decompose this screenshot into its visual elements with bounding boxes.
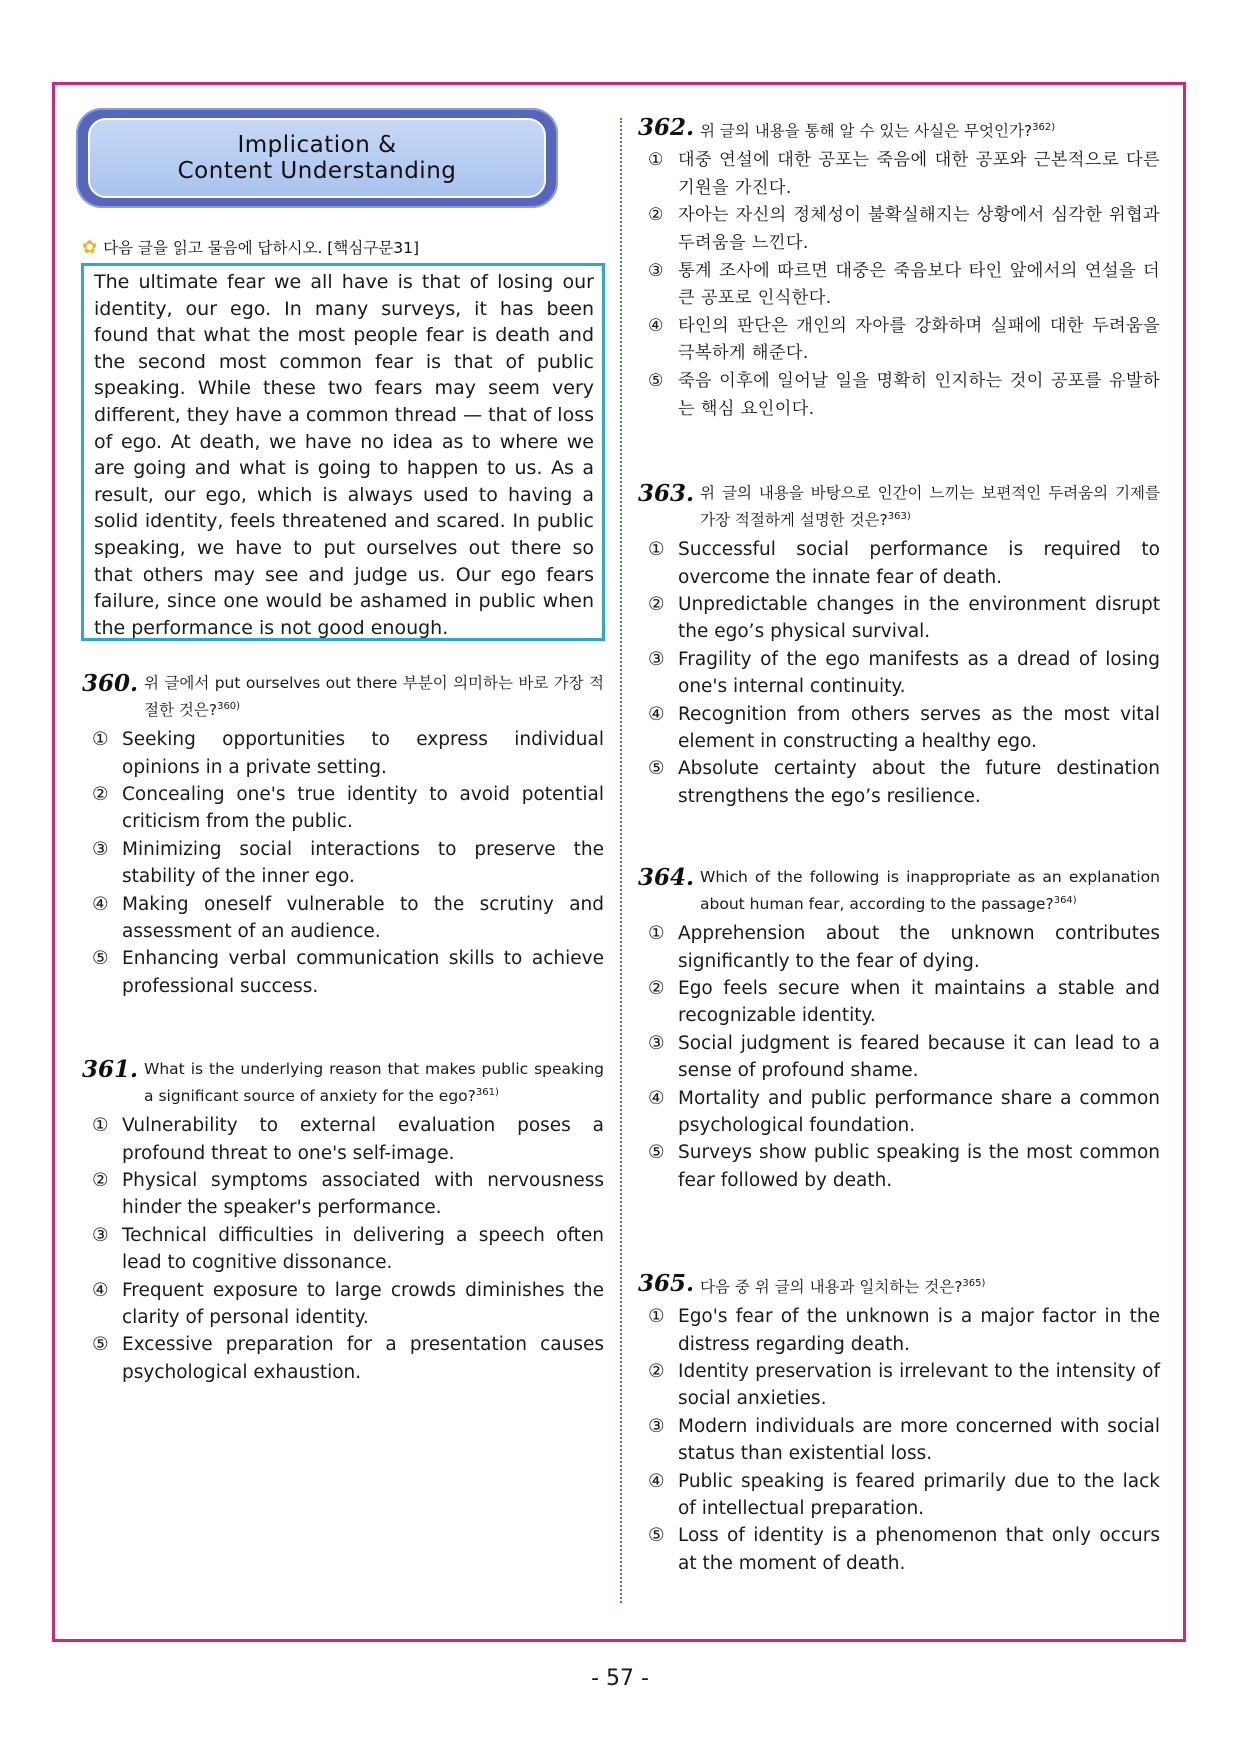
option[interactable]: ⑤ Loss of identity is a phenomenon that only occurs at the moment of death. (648, 1525, 1160, 1574)
question-number: 365. (638, 1270, 695, 1297)
question-number: 364. (638, 864, 695, 891)
option[interactable]: ④ Making oneself vulnerable to the scrutiny and assessment of an audience. (92, 893, 604, 942)
question-360 (82, 672, 604, 1000)
question-text: What is the underlying reason that makes public speaking a significant source of anxiety for the ego? (144, 1060, 604, 1106)
option[interactable]: ② Identity preservation is irrelevant to the intensity of social anxieties. (648, 1360, 1160, 1410)
option[interactable]: ② Concealing one's true identity to avoid potential criticism from the public. (92, 783, 604, 833)
question-text: 위 글에서 put ourselves out there 부분이 의미하는 바로 가장 적절한 것은? (144, 674, 604, 720)
option[interactable]: ① Vulnerability to external evaluation poses a profound threat to one's self-image. (92, 1115, 604, 1164)
option[interactable]: ③ Minimizing social interactions to preserve the stability of the inner ego. (92, 838, 604, 888)
section-title-line2: Content Understanding (177, 158, 457, 184)
question-ref: 364) (1053, 895, 1077, 906)
option[interactable]: ① 대중 연설에 대한 공포는 죽음에 대한 공포와 근본적으로 다른 기원을 가진다. (648, 150, 1160, 198)
option[interactable]: ④ Mortality and public performance share a common psychological foundation. (648, 1087, 1160, 1136)
option[interactable]: ④ Recognition from others serves as the most vital element in constructing a healthy ego. (648, 703, 1160, 752)
option[interactable]: ④ Frequent exposure to large crowds diminishes the clarity of personal identity. (92, 1279, 604, 1328)
flower-icon: ✿ (82, 236, 98, 258)
option[interactable]: ④ Public speaking is feared primarily due to the lack of intellectual preparation. (648, 1470, 1160, 1519)
reading-passage (81, 263, 605, 641)
question-text: 위 글의 내용을 통해 알 수 있는 사실은 무엇인가? (700, 122, 1033, 141)
question-363 (638, 482, 1160, 810)
option[interactable]: ② 자아는 자신의 정체성이 불확실해지는 상황에서 심각한 위협과 두려움을 느낀다. (648, 205, 1160, 253)
option[interactable]: ③ 통계 조사에 따르면 대중은 죽음보다 타인 앞에서의 연설을 더 큰 공포로 인식한다. (648, 260, 1160, 309)
page-number: - 57 - (591, 1666, 649, 1691)
option[interactable]: ② Ego feels secure when it maintains a stable and recognizable identity. (648, 977, 1160, 1027)
question-number: 363. (638, 480, 695, 507)
question-text: Which of the following is inappropriate as an explanation about human fear, according to the passage? (700, 868, 1160, 914)
question-362 (638, 116, 1160, 423)
question-364 (638, 866, 1160, 1194)
option[interactable]: ④ 타인의 판단은 개인의 자아를 강화하며 실패에 대한 두려움을 극복하게 해준다. (648, 315, 1160, 364)
question-ref: 361) (475, 1087, 499, 1098)
option[interactable]: ⑤ Excessive preparation for a presentation causes psychological exhaustion. (92, 1334, 604, 1383)
option[interactable]: ⑤ Surveys show public speaking is the most common fear followed by death. (648, 1142, 1160, 1191)
question-text: 다음 중 위 글의 내용과 일치하는 것은? (700, 1278, 963, 1297)
question-ref: 363) (887, 511, 911, 522)
section-title-box (76, 108, 558, 208)
question-ref: 365) (962, 1278, 986, 1289)
option[interactable]: ⑤ Enhancing verbal communication skills to achieve professional success. (92, 948, 604, 997)
option[interactable]: ③ Modern individuals are more concerned with social status than existential loss. (648, 1415, 1160, 1465)
section-title-line1: Implication & (237, 132, 397, 158)
option[interactable]: ② Unpredictable changes in the environment disrupt the ego’s physical survival. (648, 593, 1160, 643)
question-ref: 360) (217, 701, 241, 712)
option[interactable]: ③ Technical difficulties in delivering a speech often lead to cognitive dissonance. (92, 1224, 604, 1274)
question-number: 361. (82, 1056, 139, 1083)
question-361 (82, 1058, 604, 1386)
question-number: 362. (638, 114, 695, 141)
instruction-text: 다음 글을 읽고 물음에 답하시오. [핵심구문31] (103, 239, 420, 257)
option[interactable]: ③ Fragility of the ego manifests as a dread of losing one's internal continuity. (648, 648, 1160, 698)
option[interactable]: ① Seeking opportunities to express individual opinions in a private setting. (92, 729, 604, 778)
question-ref: 362) (1032, 122, 1056, 133)
option[interactable]: ③ Social judgment is feared because it can lead to a sense of profound shame. (648, 1032, 1160, 1082)
question-text: 위 글의 내용을 바탕으로 인간이 느끼는 보편적인 두려움의 기제를 가장 적절하게 설명한 것은? (700, 484, 1160, 530)
option[interactable]: ⑤ Absolute certainty about the future destination strengthens the ego’s resilience. (648, 758, 1160, 807)
option[interactable]: ① Apprehension about the unknown contributes significantly to the fear of dying. (648, 923, 1160, 972)
column-divider (620, 118, 622, 1603)
option[interactable]: ① Successful social performance is required to overcome the innate fear of death. (648, 539, 1160, 588)
option[interactable]: ② Physical symptoms associated with nervousness hinder the speaker's performance. (92, 1169, 604, 1219)
passage-text: The ultimate fear we all have is that of losing our identity, our ego. In many surveys, it has been found that what the most people fear is death and the second most common fear is that of public speaking. While these two fears may seem very different, they have a common thread — that of loss of ego. At death, we have no idea as to where we are going and what is going to happen to us. As a result, our ego, which is always used to having a solid identity, feels threatened and scared. In public speaking, we have to put ourselves out there so that others may see and judge us. Our ego fears failure, since one would be ashamed in public when the performance is not good enough. (94, 271, 594, 639)
instruction (82, 236, 602, 258)
option[interactable]: ① Ego's fear of the unknown is a major factor in the distress regarding death. (648, 1306, 1160, 1355)
option[interactable]: ⑤ 죽음 이후에 일어날 일을 명확히 인지하는 것이 공포를 유발하는 핵심 요인이다. (648, 370, 1160, 419)
question-365 (638, 1272, 1160, 1577)
question-number: 360. (82, 670, 139, 697)
